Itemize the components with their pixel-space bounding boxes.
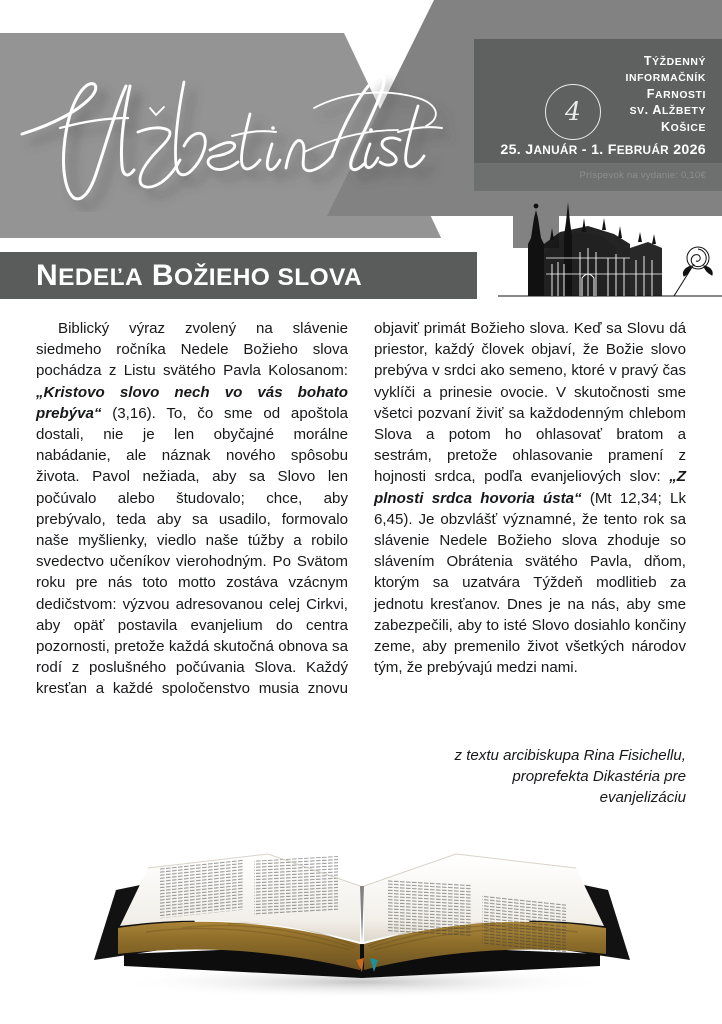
masthead-light-panel-base xyxy=(0,223,352,238)
issue-number: 4 xyxy=(565,96,581,126)
masthead-info-line-3: FARNOSTI xyxy=(646,86,706,101)
attribution-line-3: evanjelizáciu xyxy=(599,789,686,807)
article-text-part-1: Biblický výraz zvolený na slávenie siedmeho ročníka Nedele Božieho slova pochádza z Listu svätého Pavla Kolosanom: xyxy=(36,320,348,380)
article-body xyxy=(36,318,686,700)
masthead-info-line-2: INFORMAČNÍK xyxy=(625,73,706,85)
masthead-info-line-4: SV. ALŽBETY xyxy=(629,103,706,118)
issue-date-range: 25. JANUÁR - 1. FEBRUÁR 2026 xyxy=(500,142,706,158)
article-paragraph xyxy=(36,318,686,700)
article-attribution xyxy=(380,745,686,809)
article-text-part-2: (3,16). To, čo sme od apoštola dostali, nie je len obyčajné morálne nabádanie, ale náznak nového spôsobu života. Pavol nežiada, aby sa Slovo len počúvalo alebo študovalo; chce, aby prebývalo, teda aby sa usadilo, formovalo naše myšlienky, viedlo naše túžby a robilo svedectvo učeníkov vierohodným. Po Svätom roku pre nás toto motto zostáva vzácnym dedičstvom: výzvou adresovanou celej Cirkvi, aby opäť postavila evanjelium do centra pozornosti, pretože každá skutočná obnova sa rodí z poslušného počúvania Slova. Každý kresťan a každé spoločenstvo musia znovu objaviť primát Božieho slova. Keď sa Slovu dá priestor, každý človek objaví, že Božie slovo prebýva v srdci ako semeno, ktoré v pravý čas vyklíči a prinesie ovocie. V skutočnosti sme všetci pozvaní živiť sa každodenným chlebom Slova a potom ho ohlasovať bratom a sestrám, pretože ohlasovanie pramení z hojnosti srdca, podľa evanjeliových slov: xyxy=(36,320,686,698)
article-headline-bar xyxy=(0,252,477,299)
scripture-quote-plnost-srdca: „Z plnosti srdca hovoria ústa“ xyxy=(374,468,686,507)
masthead-info-line-1: TÝŽDENNÝ xyxy=(643,54,706,68)
article-text-part-3: (Mt 12,34; Lk 6,45). Je obzvlášť významné, že tento rok sa slávenie Nedele Božieho slova zhoduje so slávením Obrátenia svätého Pavla, dňom, ktorým sa uzatvára Týždeň modlitieb za jednotu kresťanov. Dnes je na nás, aby sme zabezpečili, aby to isté Slovo dosiahlo končiny zeme, aby premenilo život všetkých národov tým, že prebývajú medzi nami. xyxy=(374,489,686,677)
price-note: Príspevok na vydanie: 0,10€ xyxy=(579,170,706,181)
attribution-line-1: z textu arcibiskupa Rina Fisichellu, xyxy=(454,747,686,764)
masthead-info xyxy=(496,54,706,136)
publication-logo xyxy=(14,52,484,212)
page-title: NEDEĽA BOŽIEHO SLOVA xyxy=(36,258,363,292)
masthead-info-line-5: KOŠICE xyxy=(661,119,706,134)
open-bible-photo xyxy=(88,832,636,1014)
cathedral-illustration xyxy=(498,192,722,304)
attribution-line-2: proprefekta Dikastéria pre xyxy=(512,768,686,786)
scripture-quote-kolosanom: „Kristovo slovo nech vo vás bohato prebýva“ xyxy=(36,383,348,422)
